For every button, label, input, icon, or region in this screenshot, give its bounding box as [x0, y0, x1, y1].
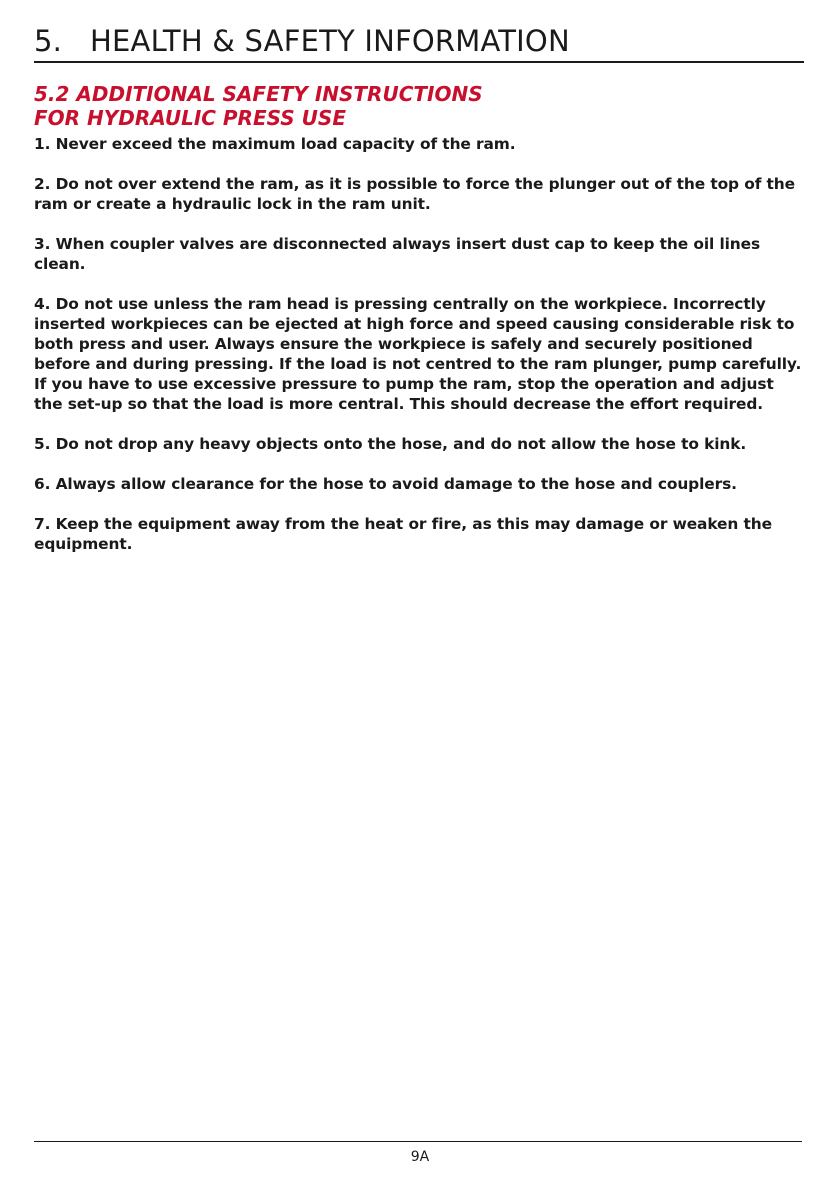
section-number: 5. — [34, 24, 63, 58]
page-number: 9A — [410, 1149, 430, 1165]
instruction-item-2: 2. Do not over extend the ram, as it is possible to force the plunger out of the top of the ram or create a hydraulic lock in the ram unit. — [34, 175, 796, 213]
instruction-item-3: 3. When coupler valves are disconnected always insert dust cap to keep the oil lines clean. — [34, 235, 761, 273]
instruction-item-6: 6. Always allow clearance for the hose to avoid damage to the hose and couplers. — [34, 475, 737, 493]
subsection-title-line-1: 5.2 ADDITIONAL SAFETY INSTRUCTIONS — [34, 82, 483, 106]
subsection-title-line-2: FOR HYDRAULIC PRESS USE — [34, 106, 346, 130]
instruction-item-7: 7. Keep the equipment away from the heat or fire, as this may damage or weaken the equipment. — [34, 515, 772, 553]
page-title — [34, 22, 804, 60]
subsection-title — [34, 82, 804, 130]
instruction-item-5: 5. Do not drop any heavy objects onto the hose, and do not allow the hose to kink. — [34, 435, 747, 453]
instruction-list — [34, 134, 804, 574]
instruction-item-4: 4. Do not use unless the ram head is pressing centrally on the workpiece. Incorrectly inserted workpieces can be ejected at high force and speed causing considerable risk to both press and user. Always ensure the workpiece is safely and securely positioned before and during pressing. If the load is not centred to the ram plunger, pump carefully. If you have to use excessive pressure to pump the ram, stop the operation and adjust the set-up so that the load is more central. This should decrease the effort required. — [34, 295, 802, 413]
section-title: HEALTH & SAFETY INFORMATION — [90, 24, 570, 58]
heading-divider — [34, 61, 804, 63]
footer-divider — [34, 1141, 802, 1142]
instruction-item-1: 1. Never exceed the maximum load capacity of the ram. — [34, 135, 516, 153]
